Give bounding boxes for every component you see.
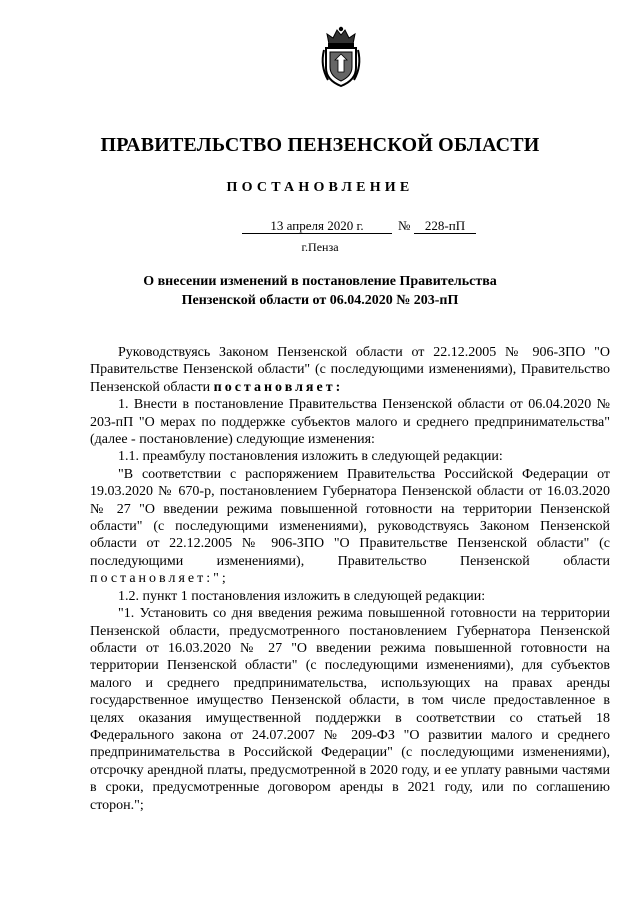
paragraph-quote-item-1: "1. Установить со дня введения режима повышенной готовности на территории Пензенской области, предусмотренного постановлением Губернатора Пензенской области от 16.03.2020 № 27 "О введении режима повышенной готовности на территории Пензенской области" (с последующими изменениями), для субъектов малого и среднего предпринимательства, использующих на правах аренды государственное имущество Пензенской области, в том числе предоставленное в целях оказания имущественной поддержки в соответствии со статьей 18 Федерального закона от 24.07.2007 № 209-ФЗ "О развитии малого и среднего предпринимательства в Российской Федерации" (с последующими изменениями), отсрочку арендной платы, предусмотренной в 2020 году, и ее уплату равными частями в сроки, предусмотренные договором аренды в 2021 году, или по соглашению сторон.";	[90, 606, 610, 813]
document-number: 228-пП	[414, 218, 476, 234]
document-type: ПОСТАНОВЛЕНИЕ	[226, 180, 414, 195]
document-date: 13 апреля 2020 г.	[242, 218, 392, 234]
paragraph-item-1-2: 1.2. пункт 1 постановления изложить в следующей редакции:	[118, 588, 486, 604]
paragraph-preamble	[90, 344, 610, 396]
government-title: ПРАВИТЕЛЬСТВО ПЕНЗЕНСКОЙ ОБЛАСТИ	[100, 134, 540, 156]
paragraph-item-1: 1. Внести в постановление Правительства Пензенской области от 06.04.2020 № 203-пП "О мерах по поддержке субъектов малого и среднего предпринимательства" (далее - постановление) следующие изменения:	[90, 397, 610, 448]
decree-word: постановляет:	[213, 379, 344, 395]
paragraph-item-1-1: 1.1. преамбулу постановления изложить в следующей редакции:	[118, 449, 503, 465]
city-name: г.Пенза	[301, 240, 339, 254]
quote-decree-word: постановляет:";	[90, 571, 229, 587]
subject-line-1: О внесении изменений в постановление Правительства	[143, 274, 497, 289]
quote-preamble-text: "В соответствии с распоряжением Правительства Российской Федерации от 19.03.2020 № 670-р, постановлением Губернатора Пензенской области от 16.03.2020 № 27 "О введении режима повышенной готовности на территории Пензенской области" (с последующими изменениями), руководствуясь Законом Пензенской области от 22.12.2005 № 906-ЗПО "О Правительстве Пензенской области" (с последующими изменениями), Правительство Пензенской области	[90, 466, 610, 569]
document-body	[90, 344, 610, 814]
document-subject	[0, 272, 640, 310]
subject-line-2: Пензенской области от 06.04.2020 № 203-пП	[181, 293, 459, 308]
preamble-text: Руководствуясь Законом Пензенской области от 22.12.2005 № 906-ЗПО "О Правительстве Пензенской области" (с последующими изменениями), Правительство Пензенской области	[90, 345, 610, 395]
penza-coat-of-arms-icon	[318, 26, 364, 88]
number-sign: №	[398, 218, 411, 233]
paragraph-quote-preamble	[90, 466, 610, 588]
